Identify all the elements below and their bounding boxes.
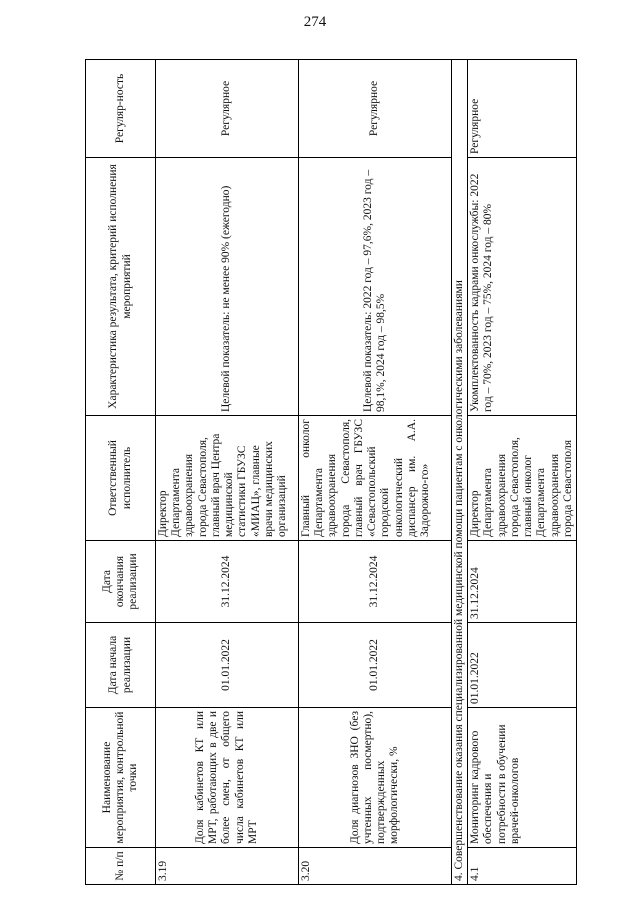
page-number: 274 xyxy=(303,14,327,30)
row-regularity: Регулярное xyxy=(299,60,452,158)
table-row xyxy=(299,60,452,885)
row-name: Мониторинг кадрового обеспечения и потребности в обучении врачей-онкологов xyxy=(468,708,577,848)
row-name: Доля диагнозов ЗНО (без учтенных посмертно), подтвержденных морфологически, % xyxy=(299,708,452,848)
section-row xyxy=(452,60,468,885)
row-regularity: Регулярное xyxy=(468,60,577,158)
row-num: 3.19 xyxy=(156,848,299,885)
header-regularity: Регуляр-ность xyxy=(86,60,156,158)
row-result: Целевой показатель: не менее 90% (ежегодно) xyxy=(156,158,299,416)
header-row xyxy=(86,60,156,885)
row-name: Доля кабинетов КТ или МРТ, работающих в две и более смен, от общего числа кабинетов КТ или МРТ xyxy=(156,708,299,848)
section-title: 4. Совершенствование оказания специализированной медицинской помощи пациентам с онкологическими заболеваниями xyxy=(452,60,468,885)
header-name: Наименование мероприятия, контрольной точки xyxy=(86,708,156,848)
row-start: 01.01.2022 xyxy=(156,623,299,708)
header-end: Дата окончания реализации xyxy=(86,541,156,623)
row-responsible: Директор Департамента здравоохранения города Севастополя, главный онколог Департамента здравоохранения города Севастополя xyxy=(468,416,577,541)
header-num: № п/п xyxy=(86,848,156,885)
activity-table xyxy=(85,59,577,885)
row-responsible: Главный онколог Департамента здравоохранения города Севастополя, главный врач ГБУЗС «Севастопольский городской онкологический диспансер им. А.А. Задорожно-го» xyxy=(299,416,452,541)
header-result: Характеристика результата, критерий исполнения мероприятий xyxy=(86,158,156,416)
row-num: 4.1 xyxy=(468,848,577,885)
header-responsible: Ответственный исполнитель xyxy=(86,416,156,541)
row-result: Целевой показатель: 2022 год – 97,6%, 2023 год – 98,1%, 2024 год – 98,5% xyxy=(299,158,452,416)
row-start: 01.01.2022 xyxy=(299,623,452,708)
row-end: 31.12.2024 xyxy=(156,541,299,623)
table-row xyxy=(468,60,577,885)
rotated-table-container xyxy=(85,60,574,885)
row-result: Укомплектованность кадрами онкослужбы: 2022 год – 70%, 2023 год – 75%, 2024 год – 80% xyxy=(468,158,577,416)
row-regularity: Регулярное xyxy=(156,60,299,158)
table-row xyxy=(156,60,299,885)
header-start: Дата начала реализации xyxy=(86,623,156,708)
row-end: 31.12.2024 xyxy=(299,541,452,623)
row-num: 3.20 xyxy=(299,848,452,885)
row-end: 31.12.2024 xyxy=(468,541,577,623)
row-responsible: Директор Департамента здравоохранения города Севастополя, главный врач Центра медицинской статистики ГБУЗС «МИАЦ», главные врачи медицинских организаций xyxy=(156,416,299,541)
row-start: 01.01.2022 xyxy=(468,623,577,708)
